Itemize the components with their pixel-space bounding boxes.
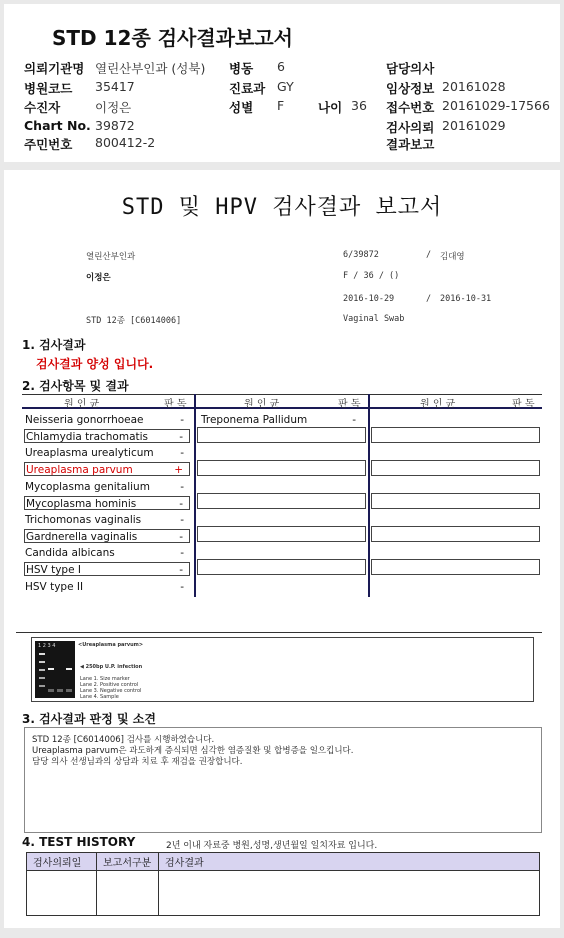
empty-result-box <box>371 460 540 476</box>
doctor-label: 담당의사 <box>386 61 435 76</box>
gel-legend-3: Lane 3. Negative control <box>80 688 142 694</box>
institution-value: 열린산부인과 (성북) <box>95 61 206 76</box>
hospital-code-value: 35417 <box>95 79 135 94</box>
organism-row: HSV type II - <box>25 581 184 593</box>
section4-heading: 4. TEST HISTORY <box>22 835 136 849</box>
empty-result-box <box>197 493 366 509</box>
empty-result-box <box>197 460 366 476</box>
gel-electrophoresis-panel <box>31 637 534 702</box>
organism-row-positive: Ureaplasma parvum + <box>24 462 190 476</box>
gel-legend-2: Lane 2. Positive control <box>80 682 139 688</box>
organism-row: Trichomonas vaginalis - <box>25 514 184 526</box>
doctor-name: 김대영 <box>440 252 465 262</box>
empty-result-box <box>371 427 540 443</box>
empty-result-box <box>371 493 540 509</box>
gel-image <box>35 641 75 698</box>
sex-value: F <box>277 98 285 113</box>
col3-organism-header: 원 인 균 <box>420 399 456 410</box>
opinion-line-2: Ureaplasma parvum은 과도하게 증식되면 심각한 염증질환 및 합병증을 일으킵니다. <box>32 746 354 756</box>
report-title: STD 및 HPV 검사결과 보고서 <box>121 195 443 220</box>
section2-heading: 2. 검사항목 및 결과 <box>22 379 129 393</box>
col1-organism-header: 원 인 균 <box>64 399 100 410</box>
section1-heading: 1. 검사결과 <box>22 338 86 352</box>
column-divider-2 <box>368 394 370 597</box>
rrn-label: 주민번호 <box>24 137 73 152</box>
rrn-value: 800412-2 <box>95 135 156 150</box>
column-divider-1 <box>194 394 196 597</box>
history-col-result: 검사결과 <box>159 853 540 871</box>
history-col-report-type: 보고서구분 <box>97 853 159 871</box>
date-start: 2016-10-29 <box>343 294 395 304</box>
receipt-no-value: 20161029-17566 <box>442 98 550 113</box>
summary-title: STD 12종 검사결과보고서 <box>52 26 293 50</box>
sex-label: 성별 <box>229 100 254 115</box>
section3-heading: 3. 검사결과 판정 및 소견 <box>22 712 156 726</box>
history-empty-row <box>27 871 540 916</box>
empty-result-box <box>197 526 366 542</box>
table-top-line <box>22 394 542 395</box>
test-code: STD 12종 [C6014006] <box>86 316 182 326</box>
ward-value: 6 <box>277 59 285 74</box>
gel-title: <Ureaplasma parvum> <box>78 642 144 648</box>
patient-value: 이정은 <box>95 100 132 115</box>
gel-lane-numbers: 1 2 3 4 <box>38 643 56 649</box>
empty-result-box <box>197 427 366 443</box>
clinic-name: 열린산부인과 <box>86 252 136 262</box>
empty-result-box <box>197 559 366 575</box>
organism-row: Candida albicans - <box>25 547 184 559</box>
organism-row: Mycoplasma genitalium - <box>25 481 184 493</box>
organism-row: Mycoplasma hominis - <box>24 496 190 510</box>
organism-row: Ureaplasma urealyticum - <box>25 447 184 459</box>
col1-result-header: 판 독 <box>164 399 187 410</box>
clinical-info-label: 임상정보 <box>386 81 435 96</box>
patient-label: 수진자 <box>24 100 61 115</box>
patient-name: 이정은 <box>86 273 111 283</box>
empty-result-box <box>371 559 540 575</box>
age-label: 나이 <box>318 100 343 115</box>
organism-row: Neisseria gonorrhoeae - <box>25 414 184 426</box>
col3-result-header: 판 독 <box>512 399 535 410</box>
chart-no-value: 39872 <box>95 118 135 133</box>
organism-row: Chlamydia trachomatis - <box>24 429 190 443</box>
dept-label: 진료과 <box>229 81 266 96</box>
gel-band-label: ◀ 250bp U.P. infection <box>80 664 143 670</box>
organism-row: Treponema Pallidum - <box>201 414 356 426</box>
test-history-table <box>26 852 540 916</box>
slash-2: / <box>426 294 432 304</box>
report-label: 결과보고 <box>386 137 435 152</box>
history-note: 2년 이내 자료중 병원,성명,생년월일 일치자료 입니다. <box>166 841 378 851</box>
positive-result: 검사결과 양성 입니다. <box>36 357 154 371</box>
date-end: 2016-10-31 <box>440 294 492 304</box>
hospital-code-label: 병원코드 <box>24 81 73 96</box>
history-col-request-date: 검사의뢰일 <box>27 853 97 871</box>
age-value: 36 <box>351 98 367 113</box>
organism-row: Gardnerella vaginalis - <box>24 529 190 543</box>
gel-top-line <box>16 632 542 633</box>
gel-legend-1: Lane 1. Size marker <box>80 676 130 682</box>
request-date-label: 검사의뢰 <box>386 120 435 135</box>
dept-value: GY <box>277 79 294 94</box>
specimen: Vaginal Swab <box>343 314 405 324</box>
opinion-line-3: 담당 의사 선생님과의 상담과 치료 후 재검을 권장합니다. <box>32 757 243 767</box>
receipt-no-label: 접수번호 <box>386 100 435 115</box>
empty-result-box <box>371 526 540 542</box>
slash-1: / <box>426 250 432 260</box>
institution-label: 의뢰기관명 <box>24 61 85 76</box>
sex-age: F / 36 / () <box>343 271 400 281</box>
ward-label: 병동 <box>229 61 254 76</box>
organism-row: HSV type I - <box>24 562 190 576</box>
chart-doctor: 6/39872 <box>343 250 379 260</box>
gel-legend-4: Lane 4. Sample <box>80 694 119 700</box>
table-header-line <box>22 407 542 409</box>
opinion-line-1: STD 12종 [C6014006] 검사를 시행하였습니다. <box>32 735 215 745</box>
request-date-value: 20161029 <box>442 118 506 133</box>
col2-result-header: 판 독 <box>338 399 361 410</box>
clinical-info-value: 20161028 <box>442 79 506 94</box>
col2-organism-header: 원 인 균 <box>244 399 280 410</box>
chart-no-label: Chart No. <box>24 118 91 133</box>
